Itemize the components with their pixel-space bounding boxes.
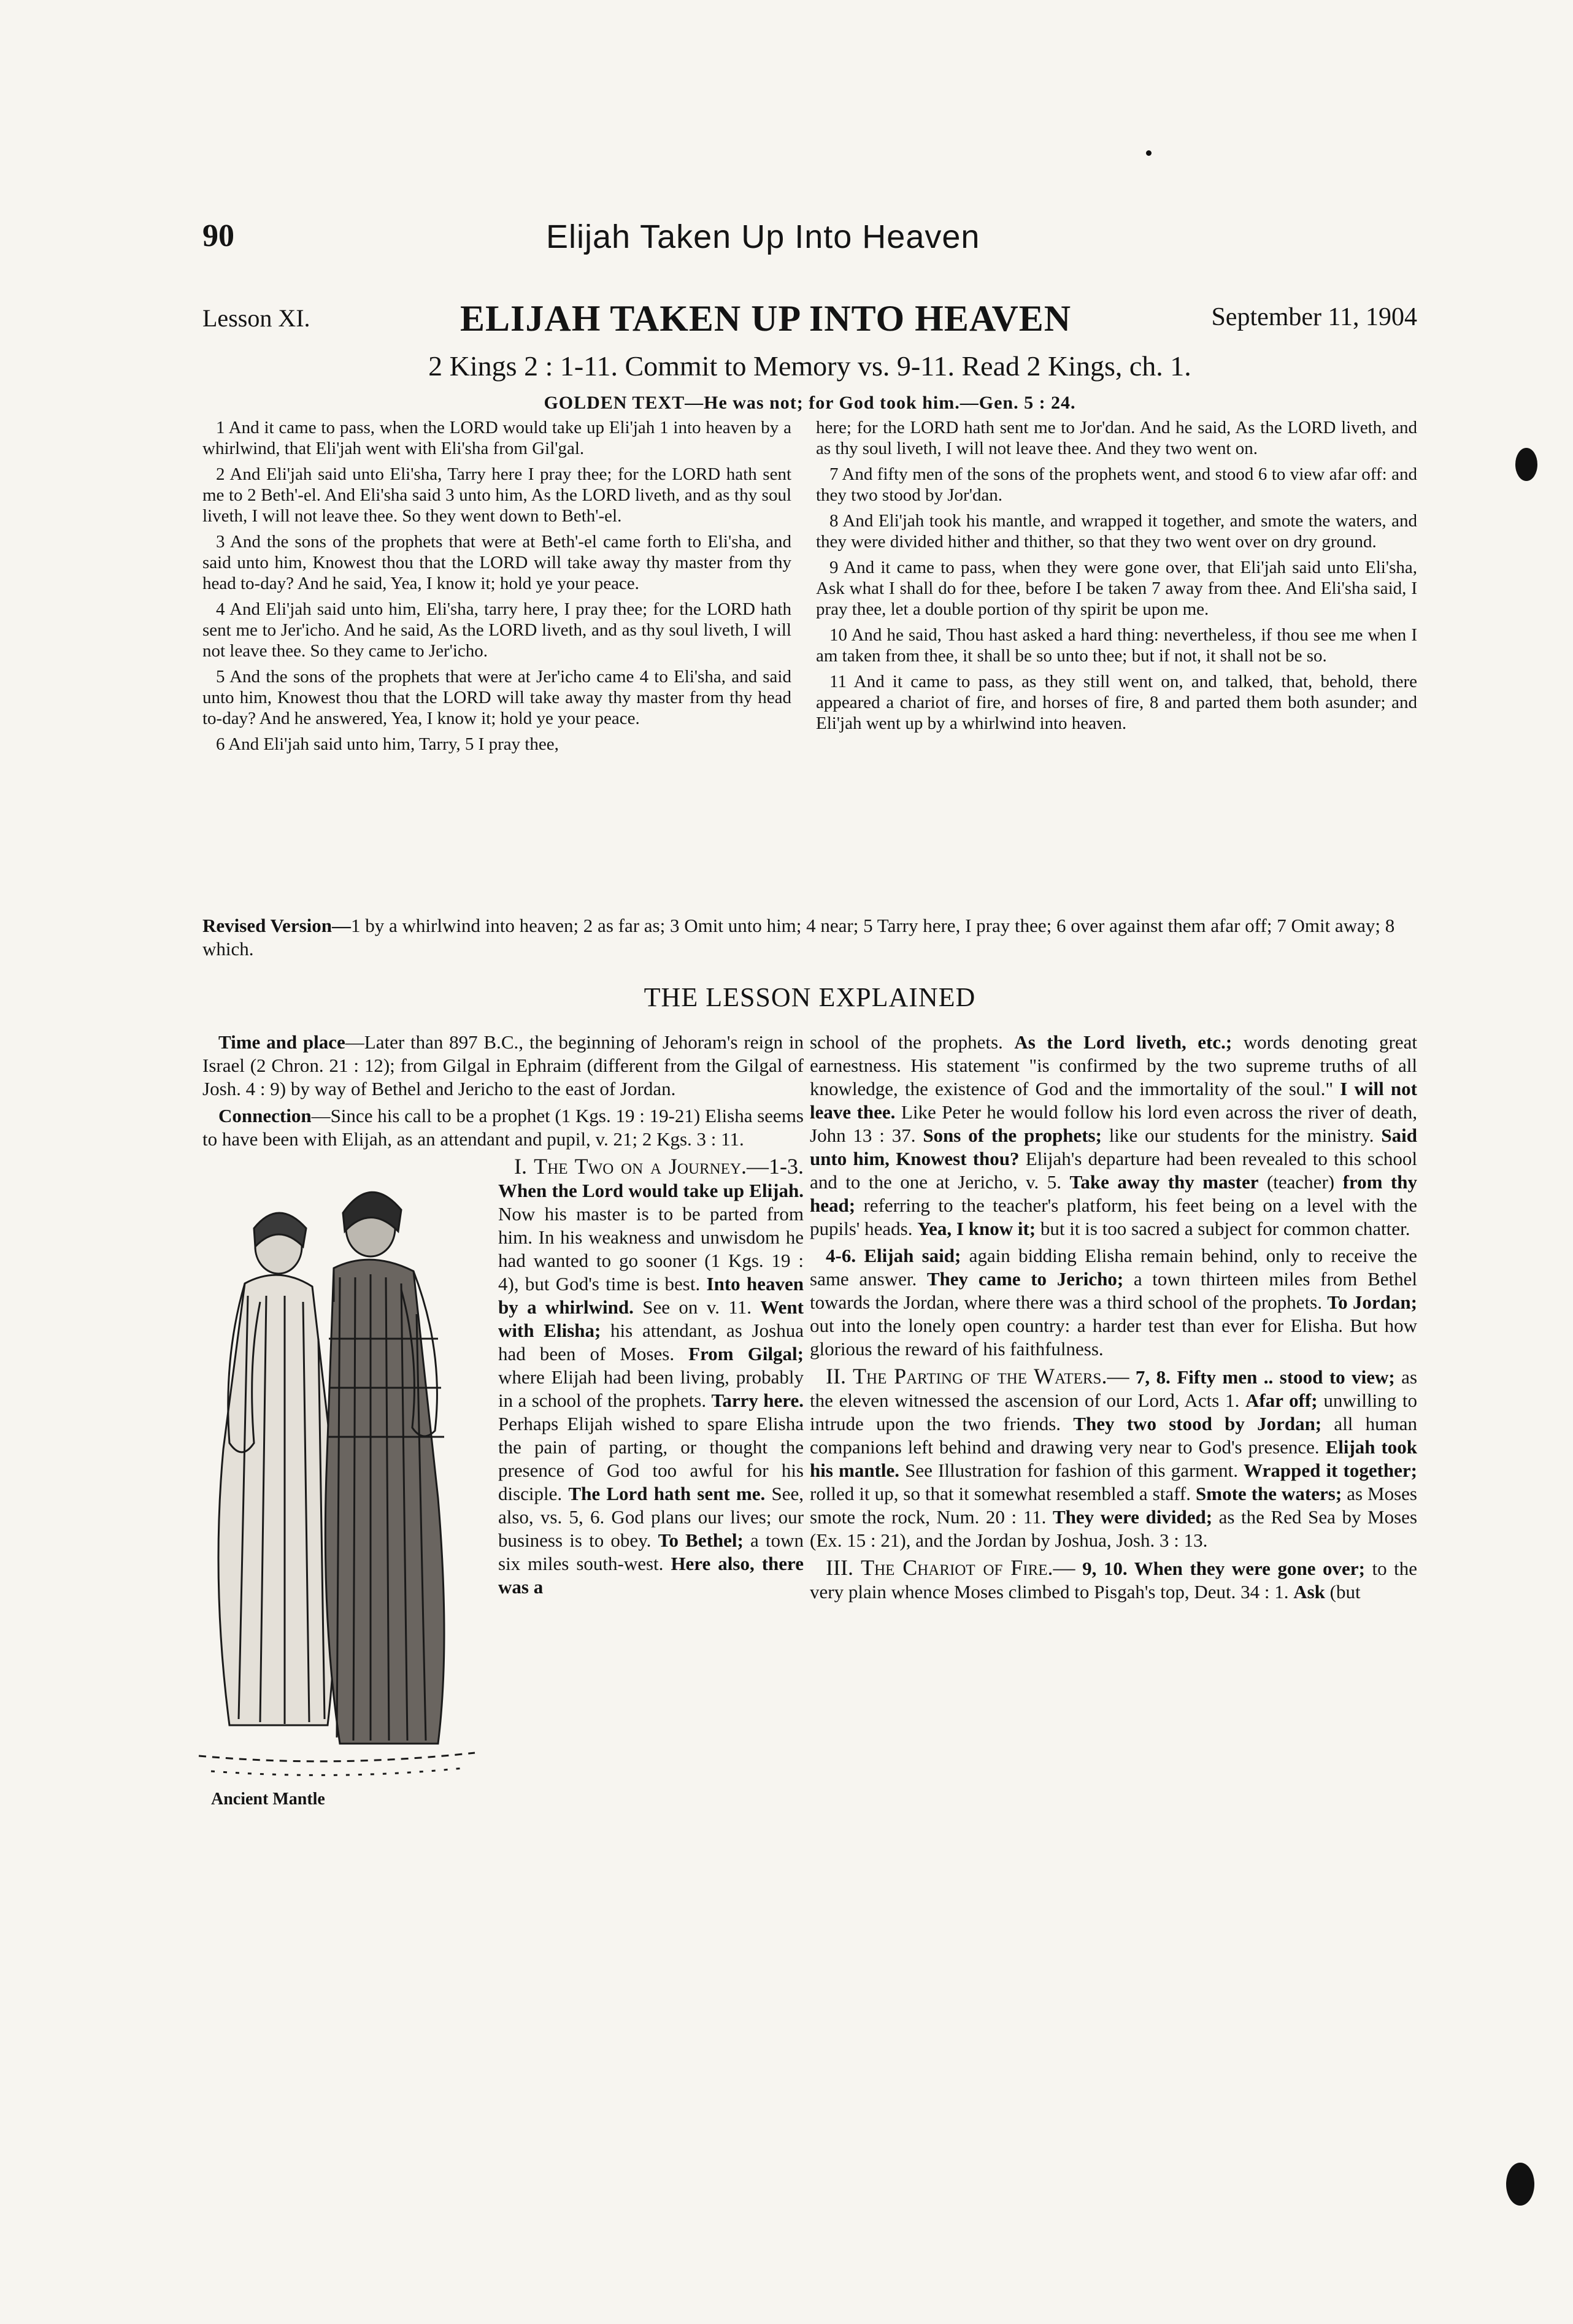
bold-phrase: To Jordan; [1327, 1291, 1417, 1313]
connection-label: Connection [218, 1105, 312, 1126]
commentary-text: a town six miles south-west. [498, 1529, 804, 1574]
verse: 11 And it came to pass, as they still went on, and talked, that, behold, there appeared a chariot of fire, and horses of fire, 8 and parted them both asunder; and Eli'jah went up by a whirlwind into heaven. [816, 672, 1417, 733]
section-one-heading: I. The Two on a Journey.—1-3. [514, 1154, 804, 1179]
lesson-number: Lesson XI. [202, 304, 310, 332]
illustration-caption: Ancient Mantle [211, 1790, 325, 1809]
commentary-text: school of the prophets. [810, 1031, 1015, 1053]
commentary-text: See Illustration for fashion of this garment. [899, 1460, 1244, 1481]
bold-phrase: 9, 10. When they were gone over; [1082, 1558, 1365, 1579]
commentary-text: referring to the teacher's platform, his feet being on a level with the pupils' heads. [810, 1195, 1417, 1239]
time-place-label: Time and place [218, 1031, 345, 1053]
scripture-reference: 2 Kings 2 : 1-11. Commit to Memory vs. 9-11. Read 2 Kings, ch. 1. [428, 350, 1191, 382]
bold-phrase: Here also, there was a [498, 1553, 804, 1598]
section-three [810, 1556, 1417, 1604]
revised-version-text: 1 by a whirlwind into heaven; 2 as far as; 3 Omit unto him; 4 near; 5 Tarry here, I pray thee; 6 over against them afar off; 7 Omit away; 8 which. [202, 915, 1395, 960]
bold-phrase: 7, 8. Fifty men .. stood to view; [1135, 1366, 1395, 1388]
section-two-heading: II. The Parting of the Waters.— [826, 1364, 1129, 1388]
commentary-text: all human companions left behind and drawing very near to God's presence. [810, 1413, 1418, 1458]
bold-phrase: Smote the waters; [1196, 1483, 1342, 1504]
connection-text: —Since his call to be a prophet (1 Kgs. 19 : 19-21) Elisha seems to have been with Elijah, as an attendant and pupil, v. 21; 2 Kgs. 3 : 11. [202, 1105, 804, 1150]
commentary-text: again bidding Elisha remain behind, only to receive the same answer. [810, 1245, 1418, 1290]
time-and-place [202, 1031, 804, 1101]
verse: 4 And Eli'jah said unto him, Eli'sha, tarry here, I pray thee; for the LORD hath sent me to Jer'icho. And he said, As the LORD liveth, and as thy soul liveth, I will not leave thee. So they came to Jer'icho. [202, 599, 791, 661]
commentary-text: as the eleven witnessed the ascension of our Lord, Acts 1. [810, 1366, 1418, 1411]
commentary-text: See on v. 11. [633, 1296, 761, 1318]
bold-phrase: Ask [1293, 1581, 1325, 1603]
commentary-text: as the Red Sea by Moses (Ex. 15 : 21), and the Jordan by Joshua, Josh. 3 : 13. [810, 1506, 1418, 1551]
explanation-column-right [810, 1031, 1417, 1607]
scan-speck [1146, 150, 1152, 156]
commentary-text: unwilling to intrude upon the two friends. [810, 1390, 1417, 1434]
running-title: Elijah Taken Up Into Heaven [546, 218, 980, 255]
bold-phrase: They were divided; [1052, 1506, 1213, 1528]
lesson-explained-heading: THE LESSON EXPLAINED [644, 982, 976, 1012]
lesson-title: ELIJAH TAKEN UP INTO HEAVEN [460, 298, 1072, 339]
bold-phrase: From Gilgal; [688, 1343, 804, 1364]
commentary-text: Elijah's departure had been revealed to this school and to the one at Jericho, v. 5. [810, 1148, 1417, 1193]
bold-phrase: Afar off; [1245, 1390, 1318, 1411]
verse: 9 And it came to pass, when they were gone over, that Eli'jah said unto Eli'sha, Ask what I shall do for thee, before I be taken 7 away from thee. And Eli'sha said, I pray thee, let a double portion of thy spirit be upon me. [816, 558, 1417, 619]
bold-phrase: Said unto him, Knowest thou? [810, 1125, 1417, 1169]
verse: 10 And he said, Thou hast asked a hard thing: nevertheless, if thou see me when I am taken from thee, it shall be so unto thee; but if not, it shall not be so. [816, 625, 1417, 666]
bold-phrase: To Bethel; [658, 1529, 744, 1551]
commentary-text: his attendant, as Joshua had been of Moses. [498, 1320, 804, 1364]
bold-phrase: Into heaven by a whirlwind. [498, 1273, 804, 1318]
ancient-mantle-illustration [187, 1155, 487, 1811]
bold-phrase: Elijah took his mantle. [810, 1436, 1418, 1481]
bold-phrase: Wrapped it together; [1244, 1460, 1417, 1481]
verse: 1 And it came to pass, when the LORD would take up Eli'jah 1 into heaven by a whirlwind, that Eli'jah went with Eli'sha from Gil'gal. [202, 418, 791, 458]
bold-phrase: They came to Jericho; [926, 1268, 1124, 1290]
verse: 6 And Eli'jah said unto him, Tarry, 5 I pray thee, [216, 734, 559, 754]
bold-phrase: Sons of the prophets; [923, 1125, 1102, 1146]
commentary-text: rolled it up, so that it somewhat resembled a staff. [810, 1483, 1196, 1504]
commentary-paragraph [810, 1244, 1417, 1361]
commentary-text: Now his master is to be parted from him. In his weakness and unwisdom he had wanted to go sooner (1 Kgs. 19 : 4), but God's time is best. [498, 1203, 804, 1295]
explanation-column-left [202, 1031, 804, 1815]
commentary-text: (teacher) [1258, 1171, 1343, 1193]
connection [202, 1104, 804, 1151]
bold-phrase: When the Lord would take up Elijah. [498, 1180, 804, 1201]
bold-phrase: 4-6. Elijah said; [826, 1245, 961, 1266]
commentary-text: but it is too sacred a subject for common chatter. [1036, 1218, 1410, 1239]
verse: 7 And fifty men of the sons of the prophets went, and stood 6 to view afar off: and they two stood by Jor'dan. [816, 464, 1417, 505]
commentary-text: where Elijah had been living, probably in a school of the prophets. [498, 1366, 804, 1411]
section-three-heading: III. The Chariot of Fire.— [826, 1555, 1075, 1580]
scan-speck [1515, 448, 1537, 481]
bold-phrase: Went with Elisha; [498, 1296, 804, 1341]
bold-phrase: They two stood by Jordan; [1073, 1413, 1322, 1434]
verse: 2 And Eli'jah said unto Eli'sha, Tarry here I pray thee; for the LORD hath sent me to 2 Beth'-el. And Eli'sha said 3 unto him, As the LORD liveth, and as thy soul liveth, I will not leave thee. So they went down to Beth'-el. [202, 464, 791, 526]
two-figures-engraving [187, 1155, 487, 1787]
time-place-text: —Later than 897 B.C., the beginning of Jehoram's reign in Israel (2 Chron. 21 : 12); from Gilgal in Ephraim (different from the Gilgal of Josh. 4 : 9) by way of Bethel and Jericho to the east of Jordan. [202, 1031, 804, 1099]
bold-phrase: from thy head; [810, 1171, 1417, 1216]
commentary-text: as Moses smote the rock, Num. 20 : 11. [810, 1483, 1417, 1528]
revised-version-label: Revised Version— [202, 915, 351, 936]
scripture-column-right [816, 417, 1417, 739]
section-two [810, 1364, 1417, 1552]
verse: 8 And Eli'jah took his mantle, and wrapped it together, and smote the waters, and they were divided hither and thither, so that they two went over on dry ground. [816, 511, 1417, 552]
verse: 5 And the sons of the prophets that were at Jer'icho came 4 to Eli'sha, and said unto him, Knowest thou that the LORD will take away thy master from thy head to-day? And he answered, Yea, I know it; hold ye your peace. [202, 667, 791, 728]
commentary-text: See, also, vs. 5, 6. God plans our lives; our business is to obey. [498, 1483, 804, 1551]
lesson-date: September 11, 1904 [1211, 303, 1417, 331]
commentary-text: Perhaps Elijah wished to spare Elisha the pain of parting, or thought the presence of God too awful for his disciple. [498, 1413, 804, 1504]
bold-phrase: Tarry here. [711, 1390, 804, 1411]
scan-speck [1506, 2163, 1534, 2206]
lesson-title-line [202, 298, 1417, 347]
commentary-text: out into the lonely open country: a harder test than ever for Elisha. But how glorious the reward of his faithfulness. [810, 1315, 1417, 1360]
verse: here; for the LORD hath sent me to Jor'dan. And he said, As the LORD liveth, and as thy soul liveth, I will not leave thee. And they two went on. [816, 418, 1417, 458]
commentary-text: (but [1325, 1581, 1361, 1603]
commentary-paragraph [810, 1031, 1417, 1241]
commentary-text: Like Peter he would follow his lord even across the river of death, John 13 : 37. [810, 1101, 1417, 1146]
running-header [202, 218, 1417, 267]
bold-phrase: As the Lord liveth, etc.; [1014, 1031, 1233, 1053]
commentary-text: to the very plain whence Moses climbed to Pisgah's top, Deut. 34 : 1. [810, 1558, 1418, 1603]
bold-phrase: Yea, I know it; [917, 1218, 1036, 1239]
page-number: 90 [202, 218, 234, 253]
scripture-column-left [202, 417, 791, 760]
commentary-text: words denoting great earnestness. His statement "is confirmed by the two supreme truths of all knowledge, the existence of God and the immortality of the soul." [810, 1031, 1417, 1099]
bold-phrase: The Lord hath sent me. [568, 1483, 766, 1504]
commentary-text: a town thirteen miles from Bethel towards the Jordan, where there was a third school of the prophets. [810, 1268, 1417, 1313]
revised-version-note [202, 914, 1417, 961]
commentary-text: like our students for the ministry. [1101, 1125, 1382, 1146]
bold-phrase: I will not leave thee. [810, 1078, 1417, 1123]
golden-text: GOLDEN TEXT—He was not; for God took him.—Gen. 5 : 24. [544, 393, 1076, 413]
verse: 3 And the sons of the prophets that were at Beth'-el came forth to Eli'sha, and said unto him, Knowest thou that the LORD will take away thy master from thy head to-day? And he said, Yea, I know it; hold ye your peace. [202, 532, 791, 593]
bold-phrase: Take away thy master [1069, 1171, 1259, 1193]
